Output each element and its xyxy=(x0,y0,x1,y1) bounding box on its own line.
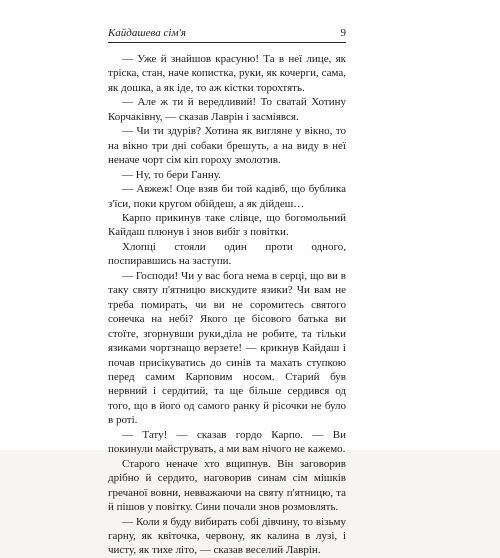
paragraph: — Авжеж! Оце взяв би той кадівб, що бублика з'їси, поки кругом обійдеш, а як дійдеш… xyxy=(108,183,346,210)
page-number: 9 xyxy=(340,27,346,39)
paragraph: — Коли я буду вибирать собі дівчину, то візьму гарну, як квіточка, червону, як калина в лузі, і чисту, як тихе літо, — сказав веселий Лаврін. xyxy=(108,515,346,557)
paragraph: Старого неначе хто вщипнув. Він заговорив дрібно й сердито, наговорив синам сім мішків гречаної вовни, невважаючи на святу п'ятницю, та й пішов у повітку. Сини почали знов розмовлять. xyxy=(108,457,346,514)
paragraph: — Господи! Чи у вас бога нема в серці, що ви в таку святу п'ятницю вискудите язики? Чи вам не треба помирать, чи ви не соромитесь святого сонечка на небі? Якого це бісового батька ви стоїте, згорнувши руки,діла не робите, та тільки язиками чортзнащо верзете! — крикнув Кайдаш і почав присікуватись до синів та махать ступкою перед самим Карповим носом. Старий був нервний і сердитий, та ще більше сердився од того, що в його од самого ранку й рісочки не було в роті. xyxy=(108,269,346,427)
paragraph: — Але ж ти й вередливий! То сватай Хотину Корчаківну, — сказав Лаврін і засміявся. xyxy=(108,96,346,123)
body-text xyxy=(108,52,346,558)
header-rule xyxy=(108,42,346,43)
paragraph: — Ну, то бери Ганну. xyxy=(122,168,221,181)
paragraph: — Чи ти здурів? Хотина як вигляне у вікно, то на вікно три дні собаки брешуть, а на виду в неї неначе чорт сім кіп гороху змолотив. xyxy=(108,125,346,167)
running-title: Кайдашева сім'я xyxy=(108,27,186,39)
page-header xyxy=(108,26,346,40)
paragraph: — Уже й знайшов красуню! Та в неї лице, як тріска, стан, наче копистка, руки, як кочерги, сама, як дошка, а як іде, то аж кістки торохтять. xyxy=(108,53,346,94)
paragraph: Хлопці стояли один проти одного, поспиравшись на заступи. xyxy=(108,240,346,268)
paragraph: — Тату! — сказав гордо Карпо. — Ви покинули майструвать, а ми вам нічого не кажемо. xyxy=(108,428,346,456)
paragraph: Карпо прикинув таке слівце, що богомольний Кайдаш плюнув і знов вибіг з повітки. xyxy=(108,211,346,239)
